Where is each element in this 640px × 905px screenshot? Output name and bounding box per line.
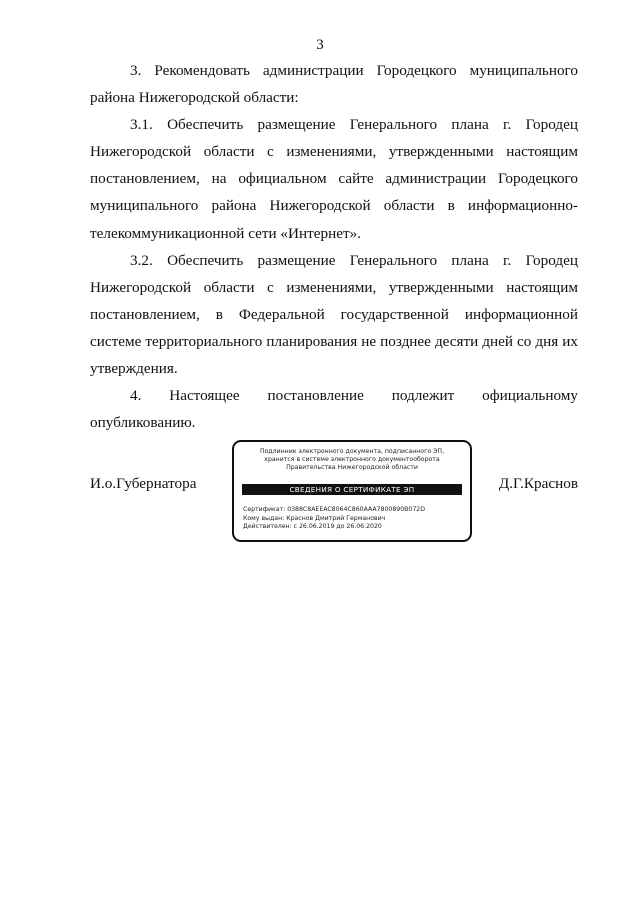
stamp-certificate-bar: СВЕДЕНИЯ О СЕРТИФИКАТЕ ЭП: [242, 484, 462, 495]
stamp-details: [243, 506, 425, 532]
stamp-header-line: хранится в системе электронного документооборота: [264, 456, 440, 463]
stamp-header-line: Правительства Нижегородской области: [286, 464, 418, 471]
page-number: 3: [316, 37, 324, 53]
certificate-label: Сертификат:: [243, 506, 286, 513]
issued-to-value: Краснов Дмитрий Германович: [286, 514, 386, 522]
paragraph-3-1: 3.1. Обеспечить размещение Генерального плана г. Городец Нижегородской области с изменениями, утвержденными настоящим постановлением, на официальном сайте администрации Городецкого муниципального района Нижегородской области в информационно-телекоммуникационной сети «Интернет».: [90, 116, 578, 242]
paragraph-3-2: 3.2. Обеспечить размещение Генерального плана г. Городец Нижегородской области с изменениями, утвержденными настоящим постановлением, в Федеральной государственной информационной системе территориального планирования не позднее десяти дней со дня их утверждения.: [90, 251, 578, 378]
stamp-issued-to-row: [243, 515, 425, 524]
paragraph-3: 3. Рекомендовать администрации Городецкого муниципального района Нижегородской области:: [90, 62, 578, 107]
signatory-title: И.о.Губернатора: [90, 475, 197, 492]
document-body: [90, 57, 578, 436]
paragraph-4-word: подлежит: [391, 387, 455, 405]
paragraph-4-word: официальному: [482, 387, 578, 405]
paragraph-4-word: Настоящее: [169, 387, 240, 405]
signature-block: [90, 440, 578, 544]
paragraph-4-first-line: [90, 382, 578, 409]
stamp-valid-row: [243, 523, 425, 532]
paragraph-4-word: постановление: [267, 387, 364, 405]
electronic-signature-stamp: [232, 440, 472, 542]
signatory-name: Д.Г.Краснов: [498, 475, 578, 492]
stamp-header: [234, 448, 470, 472]
issued-to-label: Кому выдан:: [243, 514, 285, 522]
valid-label: Действителен:: [243, 523, 292, 530]
stamp-certificate-row: [243, 506, 425, 515]
paragraph-4-continuation: опубликованию.: [90, 414, 196, 432]
valid-value: с 26.06.2019 до 26.06.2020: [293, 523, 382, 530]
paragraph-4-word: 4.: [130, 387, 142, 405]
stamp-header-line: Подлинник электронного документа, подписанного ЭП,: [259, 448, 445, 455]
certificate-value: 0388C8AEEAC8064C860AAA7800890B072D: [287, 506, 425, 513]
